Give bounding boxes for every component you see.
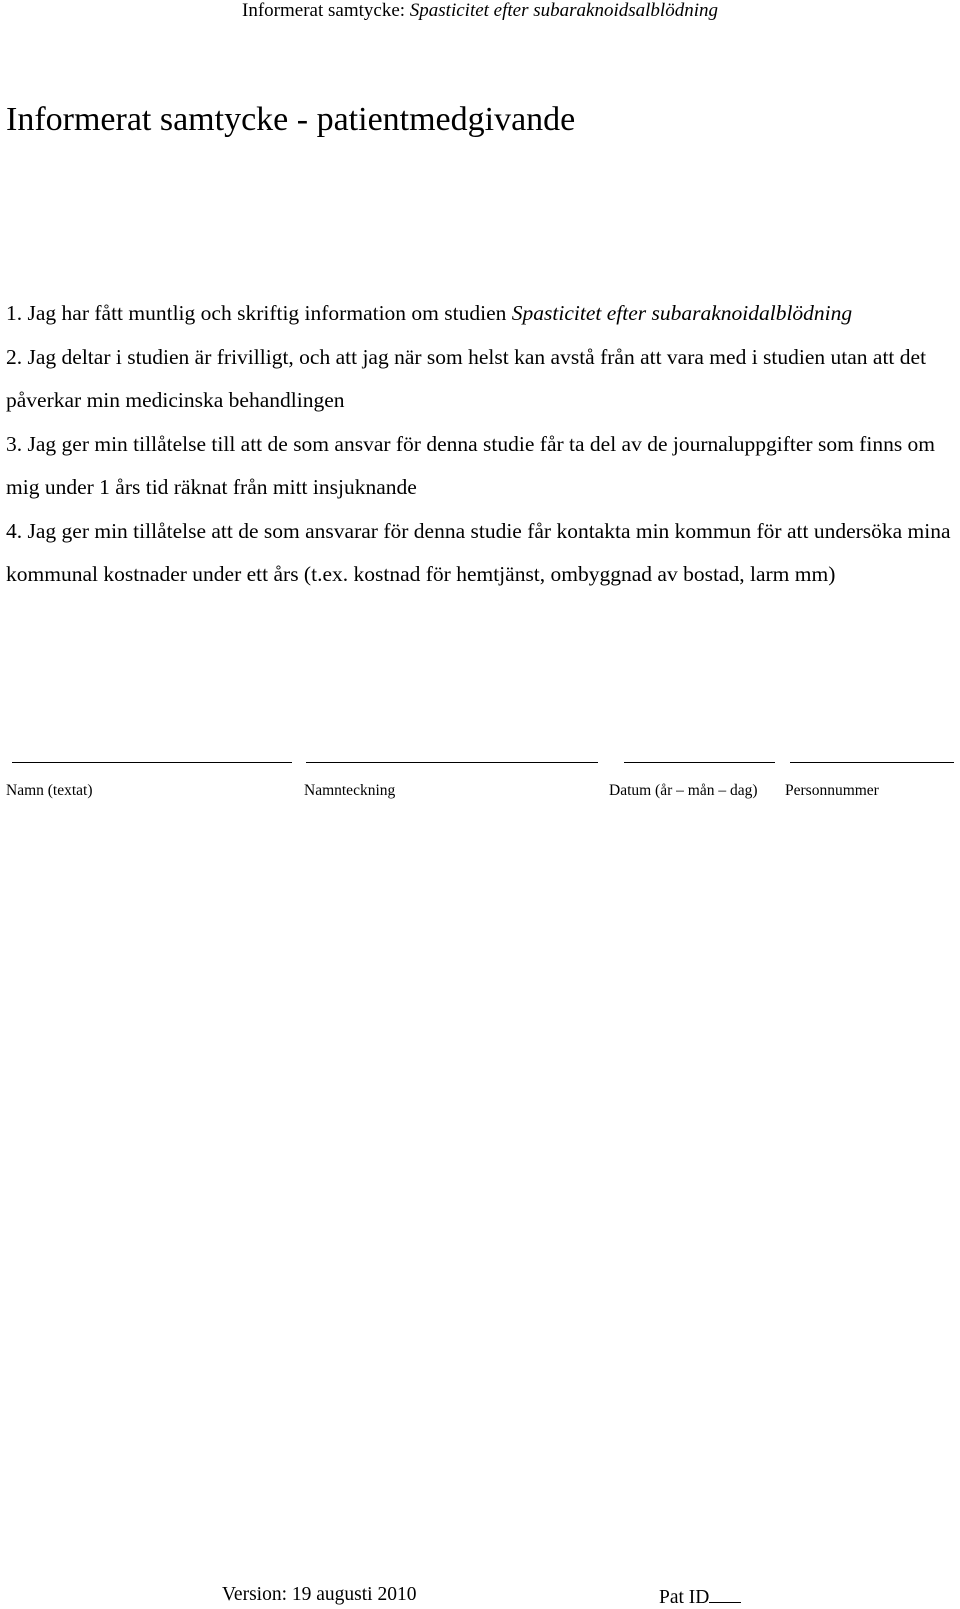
consent-statement-3: 3. Jag ger min tillåtelse till att de som ansvar för denna studie får ta del av de journaluppgifter som finns om mig under 1 års tid räknat från mitt insjuknande [6,431,936,499]
consent-statement-2: 2. Jag deltar i studien är frivilligt, och att jag när som helst kan avstå från att vara med i studien utan att det påverkar min medicinska behandlingen [6,344,927,412]
pat-id-label: Pat ID [659,1587,710,1608]
running-header [0,0,960,22]
personal-number-line[interactable] [790,762,954,763]
date-label: Datum (år – mån – dag) [609,782,758,799]
personal-number-label: Personnummer [785,782,879,799]
header-study-name: Spasticitet efter subaraknoidsalblödning [409,0,718,21]
version-label: Version: 19 augusti 2010 [222,1584,417,1605]
consent-statement-1 [6,292,956,336]
pat-id-blank[interactable] [709,1584,741,1603]
name-label: Namn (textat) [6,782,93,799]
signature-line[interactable] [306,762,598,763]
name-line[interactable] [12,762,292,763]
statement-text: 1. Jag har fått muntlig och skriftig information om studien [6,301,512,325]
signature-label: Namnteckning [304,782,396,799]
consent-statements [6,292,956,597]
page-title: Informerat samtycke - patientmedgivande [6,101,576,138]
date-line[interactable] [624,762,775,763]
consent-statement-4: 4. Jag ger min tillåtelse att de som ansvarar för denna studie får kontakta min kommun för att undersöka mina kommunal kostnader under ett års (t.ex. kostnad för hemtjänst, ombyggnad av bostad, larm mm) [6,518,951,586]
header-prefix: Informerat samtycke: [242,0,406,21]
statement-study-name: Spasticitet efter subaraknoidalblödning [511,301,853,325]
pat-id-field [659,1584,741,1609]
